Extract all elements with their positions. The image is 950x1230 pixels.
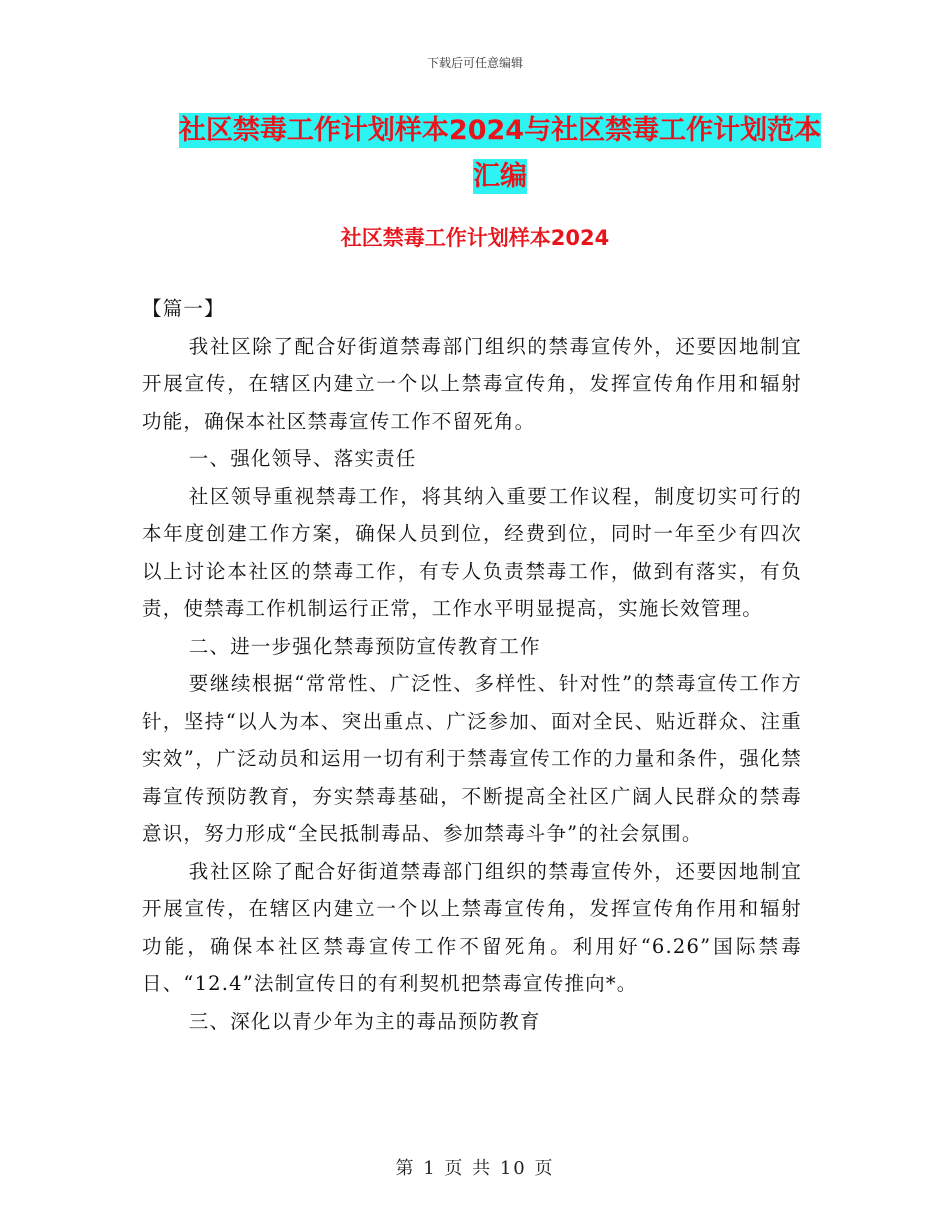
header-note: 下载后可任意编辑 — [426, 56, 523, 70]
paragraph: 我社区除了配合好街道禁毒部门组织的禁毒宣传外，还要因地制宜开展宣传，在辖区内建立一个以上禁毒宣传角，发挥宣传角作用和辐射功能，确保本社区禁毒宣传工作不留死角。利用好“6.26”国际禁毒日、“12.4”法制宣传日的有利契机把禁毒宣传推向*。 — [142, 859, 802, 995]
body-text — [142, 290, 802, 1040]
subheading: 三、深化以青少年为主的毒品预防教育 — [188, 1009, 541, 1033]
subheading: 一、强化领导、落实责任 — [188, 447, 417, 470]
paragraph: 要继续根据“常常性、广泛性、多样性、针对性”的禁毒宣传工作方针，坚持“以人为本、突出重点、广泛参加、面对全民、贴近群众、注重实效”，广泛动员和运用一切有利于禁毒宣传工作的力量和条件，强化禁毒宣传预防教育，夯实禁毒基础，不断提高全社区广阔人民群众的禁毒意识，努力形成“全民抵制毒品、参加禁毒斗争”的社会氛围。 — [142, 672, 802, 845]
page-footer: 第 1 页 共 10 页 — [395, 1158, 555, 1179]
paragraph: 社区领导重视禁毒工作，将其纳入重要工作议程，制度切实可行的本年度创建工作方案，确保人员到位，经费到位，同时一年至少有四次以上讨论本社区的禁毒工作，有专人负责禁毒工作，做到有落实，有负责，使禁毒工作机制运行正常，工作水平明显提高，实施长效管理。 — [142, 484, 802, 620]
document-title — [140, 108, 860, 200]
subheading: 二、进一步强化禁毒预防宣传教育工作 — [188, 634, 541, 658]
section-title: 社区禁毒工作计划样本2024 — [340, 226, 610, 250]
paragraph-label: 【篇一】 — [142, 297, 225, 320]
document-title-line-2: 汇编 — [473, 161, 527, 192]
paragraph: 我社区除了配合好街道禁毒部门组织的禁毒宣传外，还要因地制宜开展宣传，在辖区内建立一个以上禁毒宣传角，发挥宣传角作用和辐射功能，确保本社区禁毒宣传工作不留死角。 — [142, 334, 802, 433]
document-title-line-1: 社区禁毒工作计划样本2024与社区禁毒工作计划范本 — [178, 115, 822, 146]
